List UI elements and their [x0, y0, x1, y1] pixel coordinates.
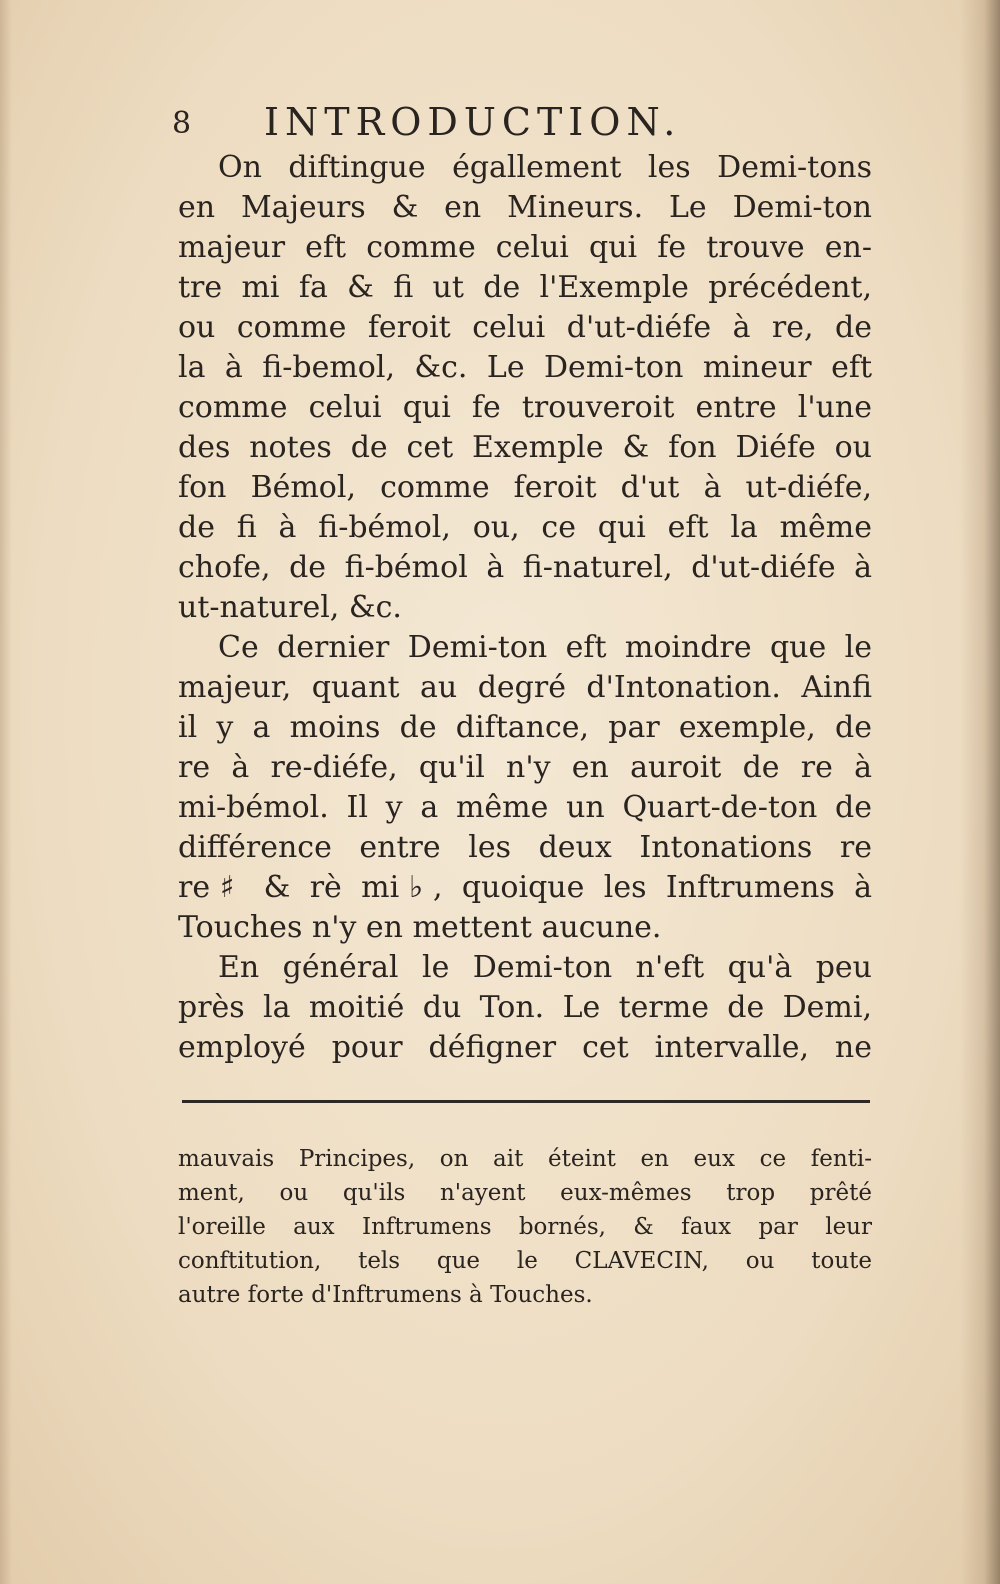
text-line: ut-naturel, &c.: [178, 590, 402, 625]
footnote-line: conftitution, tels que le CLAVECIN, ou toute: [178, 1248, 872, 1274]
text-line: tre mi fa & fi ut de l'Exemple précédent,: [178, 270, 872, 305]
text-line: ou comme feroit celui d'ut-diéfe à re, de: [178, 310, 872, 345]
text-line: re à re-diéfe, qu'il n'y en auroit de re à: [178, 750, 872, 785]
text-line: On diftingue égallement les Demi-tons: [218, 150, 872, 185]
footnote-rule: [182, 1100, 870, 1103]
text-line: majeur, quant au degré d'Intonation. Ainfi: [178, 670, 872, 705]
page-right-edge-shadow: [960, 0, 1000, 1584]
text-line: Touches n'y en mettent aucune.: [178, 910, 662, 945]
text-line: différence entre les deux Intonations re: [178, 830, 872, 865]
text-line: près la moitié du Ton. Le terme de Demi,: [178, 990, 872, 1025]
text-line: Ce dernier Demi-ton eft moindre que le: [218, 630, 872, 665]
page-number: 8: [172, 106, 193, 141]
page-left-edge-shadow: [0, 0, 12, 1584]
body-text: [178, 148, 872, 1068]
text-line: re♯ & rè mi♭, quoique les Inftrumens à: [178, 870, 872, 905]
text-line: de fi à fi-bémol, ou, ce qui eft la même: [178, 510, 872, 545]
footnote-line: mauvais Principes, on ait éteint en eux ce fenti-: [178, 1146, 872, 1172]
footnote-line: ment, ou qu'ils n'ayent eux-mêmes trop prêté: [178, 1180, 872, 1206]
text-line: mi-bémol. Il y a même un Quart-de-ton de: [178, 790, 872, 825]
text-line: en Majeurs & en Mineurs. Le Demi-ton: [178, 190, 872, 225]
text-line: des notes de cet Exemple & fon Diéfe ou: [178, 430, 872, 465]
text-line: il y a moins de diftance, par exemple, de: [178, 710, 872, 745]
footnote-line: l'oreille aux Inftrumens bornés, & faux par leur: [178, 1214, 872, 1240]
running-head: INTRODUCTION.: [264, 100, 682, 144]
footnote: [178, 1142, 872, 1312]
text-line: employé pour défigner cet intervalle, ne: [178, 1030, 872, 1065]
text-line: comme celui qui fe trouveroit entre l'une: [178, 390, 872, 425]
text-line: chofe, de fi-bémol à fi-naturel, d'ut-diéfe à: [178, 550, 872, 585]
text-line: fon Bémol, comme feroit d'ut à ut-diéfe,: [178, 470, 872, 505]
text-line: la à fi-bemol, &c. Le Demi-ton mineur eft: [178, 350, 872, 385]
text-line: En général le Demi-ton n'eft qu'à peu: [218, 950, 872, 985]
text-line: majeur eft comme celui qui fe trouve en-: [178, 230, 872, 265]
page-header: [172, 100, 872, 152]
footnote-line: autre forte d'Inftrumens à Touches.: [178, 1282, 593, 1308]
